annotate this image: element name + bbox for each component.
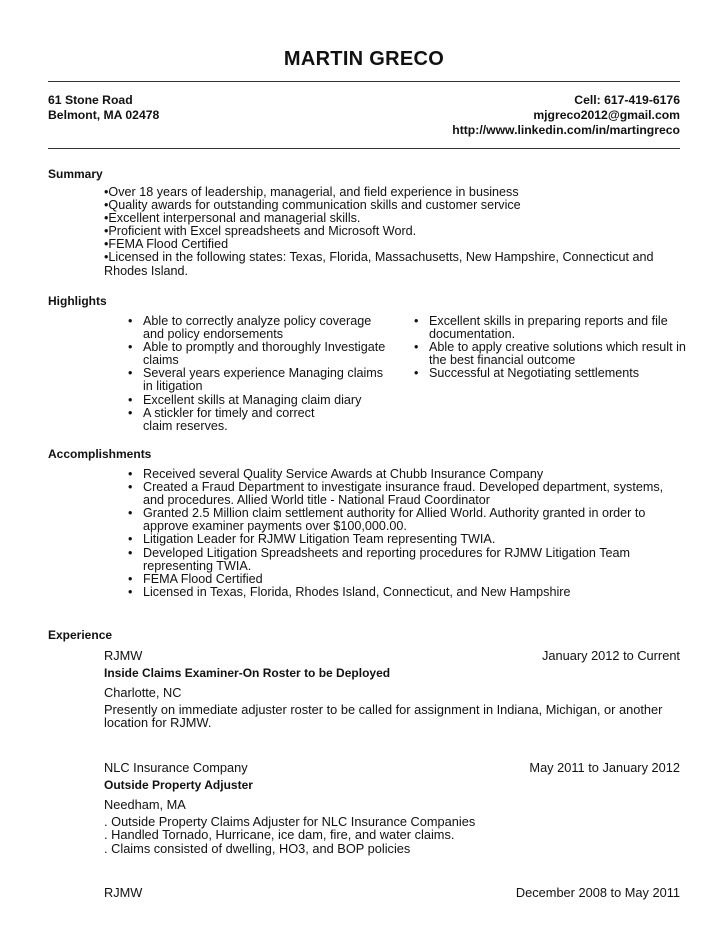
summary-line: •Over 18 years of leadership, managerial, and field experience in business (104, 185, 519, 199)
summary-heading: Summary (48, 167, 103, 181)
highlight-item: • Excellent skills at Managing claim diary (128, 394, 390, 407)
header-divider (48, 81, 680, 82)
experience-heading: Experience (48, 628, 113, 642)
highlights-heading: Highlights (48, 294, 107, 308)
accomplishment-item: • Created a Fraud Department to investigate insurance fraud. Developed department, systems, and procedures. Allied World title - National Fraud Coordinator (128, 481, 673, 507)
highlight-item: • Able to correctly analyze policy coverage and policy endorsements (128, 315, 390, 341)
employment-dates: January 2012 to Current (541, 648, 680, 663)
address-block (48, 93, 159, 123)
accomplishments-heading: Accomplishments (48, 447, 152, 461)
job-description (104, 703, 680, 730)
employer-name: NLC Insurance Company (104, 760, 248, 775)
employer-name: RJMW (104, 885, 143, 900)
accomplishments-list (128, 468, 673, 599)
summary-line: •FEMA Flood Certified (104, 237, 229, 252)
contact-divider (48, 148, 680, 149)
phone-number: Cell: 617-419-6176 (574, 93, 680, 107)
highlight-item: • Able to apply creative solutions which result in the best financial outcome (414, 341, 690, 367)
summary-line: •Licensed in the following states: Texas, Florida, Massachusetts, New Hampshire, Connecticut and Rhodes Island. (104, 250, 654, 278)
address-city: Belmont, MA 02478 (48, 108, 160, 122)
linkedin-link[interactable]: http://www.linkedin.com/in/martingreco (452, 123, 680, 137)
highlights-left-list (128, 315, 390, 433)
description-line: Presently on immediate adjuster roster to be called for assignment in Indiana, Michigan, or another location for RJMW. (104, 702, 663, 731)
summary-line: •Proficient with Excel spreadsheets and Microsoft Word. (104, 224, 417, 239)
accomplishment-item: • Licensed in Texas, Florida, Rhodes Island, Connecticut, and New Hampshire (128, 586, 673, 599)
employment-dates: May 2011 to January 2012 (529, 760, 680, 775)
email-address[interactable]: mjgreco2012@gmail.com (533, 108, 680, 122)
contact-block (452, 93, 680, 138)
accomplishment-item: • Developed Litigation Spreadsheets and reporting procedures for RJMW Litigation Team representing TWIA. (128, 547, 643, 573)
accomplishment-item: • Granted 2.5 Million claim settlement authority for Allied World. Authority granted in order to approve examiner payments over $100,000.00. (128, 507, 673, 533)
highlight-item: • A stickler for timely and correct claim reserves. (128, 407, 343, 433)
highlights-right-list (414, 315, 690, 380)
summary-line: •Excellent interpersonal and managerial skills. (104, 211, 361, 226)
job-title: Inside Claims Examiner-On Roster to be Deployed (104, 666, 391, 680)
employment-dates: December 2008 to May 2011 (515, 885, 680, 900)
job-location: Charlotte, NC (104, 685, 182, 700)
highlight-item: • Able to promptly and thoroughly Investigate claims (128, 341, 390, 367)
job-description (104, 815, 680, 855)
accomplishment-item: • Received several Quality Service Awards at Chubb Insurance Company (128, 468, 673, 481)
highlight-item: • Several years experience Managing claims in litigation (128, 367, 390, 393)
description-line: . Handled Tornado, Hurricane, ice dam, fire, and water claims. (104, 827, 455, 843)
description-line: . Outside Property Claims Adjuster for NLC Insurance Companies (104, 814, 476, 829)
employer-name: RJMW (104, 648, 143, 663)
address-street: 61 Stone Road (48, 93, 133, 107)
accomplishment-item: • Litigation Leader for RJMW Litigation Team representing TWIA. (128, 533, 673, 546)
summary-list (104, 186, 684, 278)
job-title: Outside Property Adjuster (104, 778, 253, 792)
accomplishment-item: • FEMA Flood Certified (128, 573, 673, 586)
candidate-name: MARTIN GRECO (283, 48, 445, 70)
summary-line: •Quality awards for outstanding communication skills and customer service (104, 198, 521, 213)
description-line: . Claims consisted of dwelling, HO3, and BOP policies (104, 840, 411, 856)
highlight-item: • Successful at Negotiating settlements (414, 367, 690, 380)
job-location: Needham, MA (104, 797, 186, 812)
highlight-item: • Excellent skills in preparing reports and file documentation. (414, 315, 690, 341)
